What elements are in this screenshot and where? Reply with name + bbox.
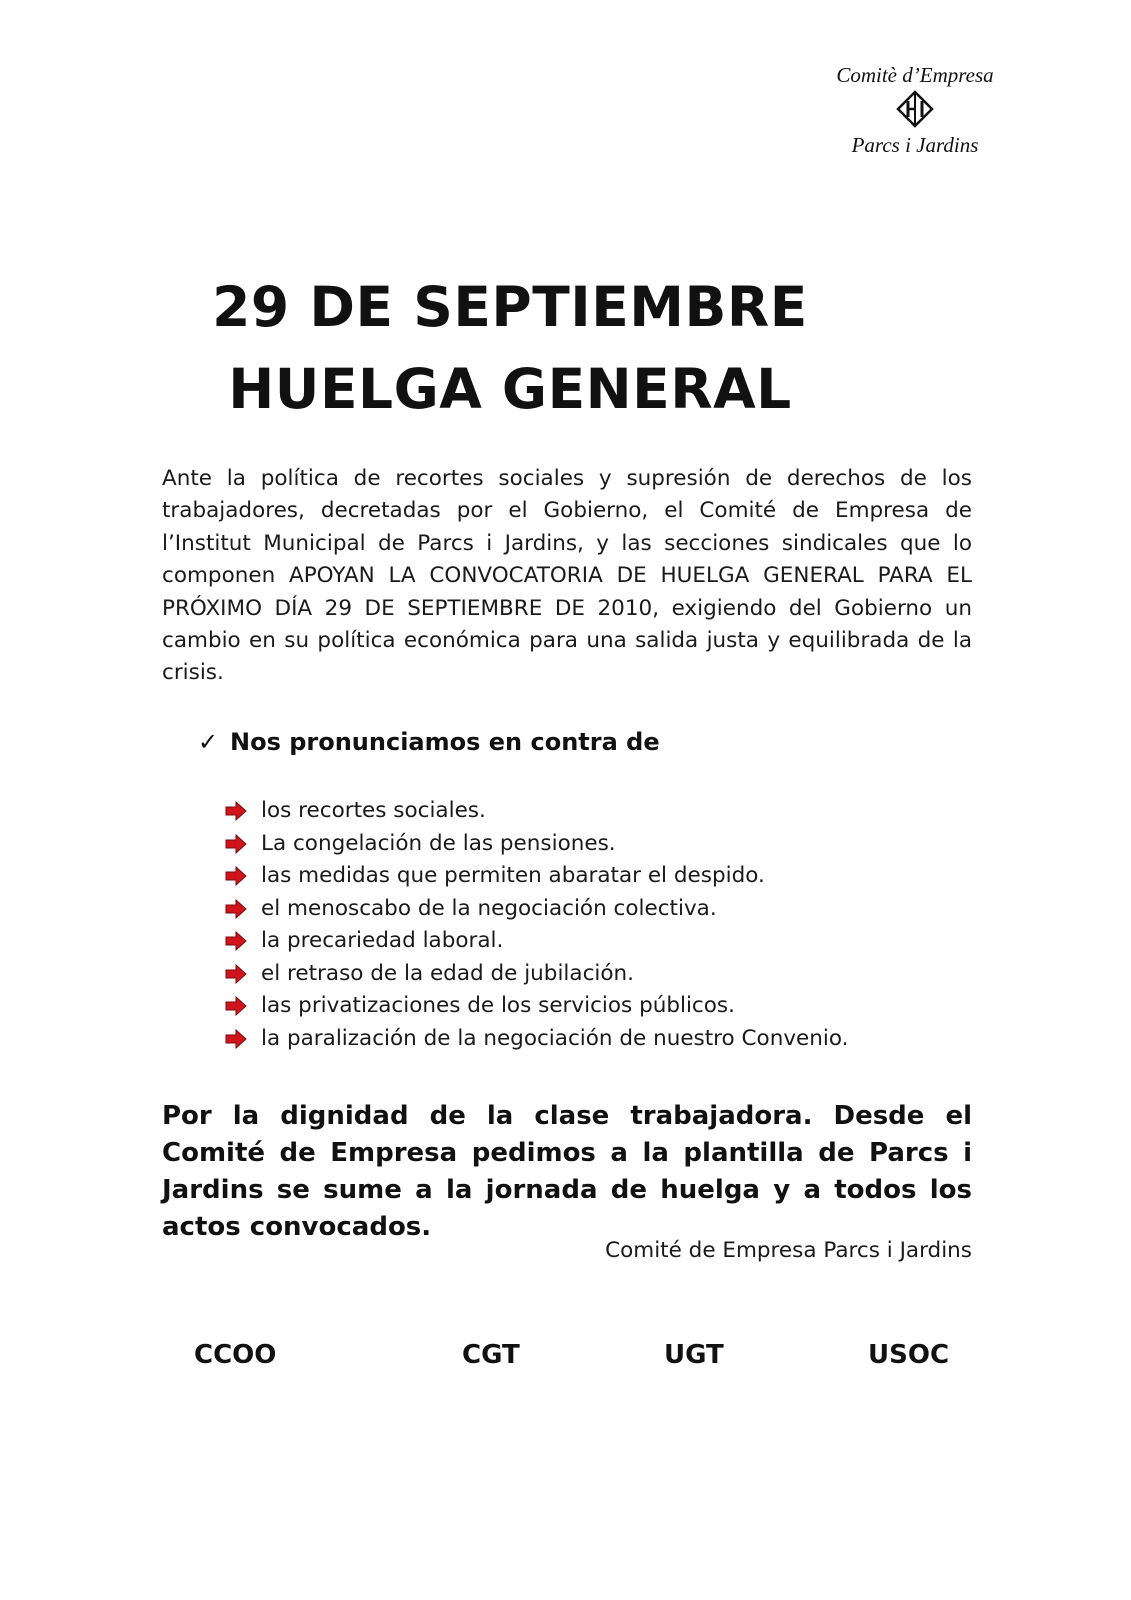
bullet-text: los recortes sociales. (261, 798, 486, 823)
red-arrow-icon (225, 866, 247, 886)
bullet-text: las privatizaciones de los servicios públicos. (261, 993, 735, 1018)
bullet-text: la precariedad laboral. (261, 928, 504, 953)
committee-logo (820, 62, 1010, 158)
check-heading (198, 728, 660, 756)
red-arrow-icon (225, 931, 247, 951)
red-arrow-icon (225, 996, 247, 1016)
bullet-list (225, 795, 849, 1055)
bullet-text: las medidas que permiten abaratar el despido. (261, 863, 765, 888)
bullet-text: el menoscabo de la negociación colectiva. (261, 895, 717, 921)
closing-paragraph: Por la dignidad de la clase trabajadora. Desde el Comité de Empresa pedimos a la plantilla de Parcs i Jardins se sume a la jornada de huelga y a todos los actos convocados. (162, 1101, 972, 1242)
red-arrow-icon (225, 1029, 247, 1049)
title-strike: HUELGA GENERAL (228, 357, 792, 421)
checkmark-icon: ✓ (198, 728, 219, 756)
red-arrow-icon (225, 834, 247, 854)
union-ugt: UGT (664, 1340, 724, 1370)
red-arrow-icon (225, 964, 247, 984)
list-item (225, 925, 849, 958)
union-cgt: CGT (462, 1340, 520, 1370)
union-list (0, 1340, 1131, 1380)
list-item (225, 860, 849, 893)
list-item (225, 1023, 849, 1056)
logo-line-2: Parcs i Jardins (851, 133, 979, 157)
union-usoc: USOC (868, 1340, 950, 1370)
bullet-text: el retraso de la edad de jubilación. (261, 960, 634, 986)
logo-line-1: Comitè d’Empresa (836, 63, 994, 87)
emblem-icon (896, 90, 934, 128)
signature: Comité de Empresa Parcs i Jardins (605, 1238, 972, 1263)
list-item (225, 990, 849, 1023)
red-arrow-icon (225, 899, 247, 919)
list-item (225, 893, 849, 926)
bullet-text: La congelación de las pensiones. (261, 830, 616, 856)
list-item (225, 958, 849, 991)
union-ccoo: CCOO (194, 1340, 277, 1370)
bullet-text: la paralización de la negociación de nuestro Convenio. (261, 1025, 849, 1051)
intro-paragraph: Ante la política de recortes sociales y supresión de derechos de los trabajadores, decretadas por el Gobierno, el Comité de Empresa de l’Institut Municipal de Parcs i Jardins, y las secciones sindicales que lo componen APOYAN LA CONVOCATORIA DE HUELGA GENERAL PARA EL PRÓXIMO DÍA 29 DE SEPTIEMBRE DE 2010, exigiendo del Gobierno un cambio en su política económica para una salida justa y equilibrada de la crisis. (162, 466, 972, 686)
check-heading-text: Nos pronunciamos en contra de (230, 728, 660, 756)
list-item (225, 828, 849, 861)
title-date: 29 DE SEPTIEMBRE (212, 275, 808, 339)
list-item (225, 795, 849, 828)
red-arrow-icon (225, 801, 247, 821)
